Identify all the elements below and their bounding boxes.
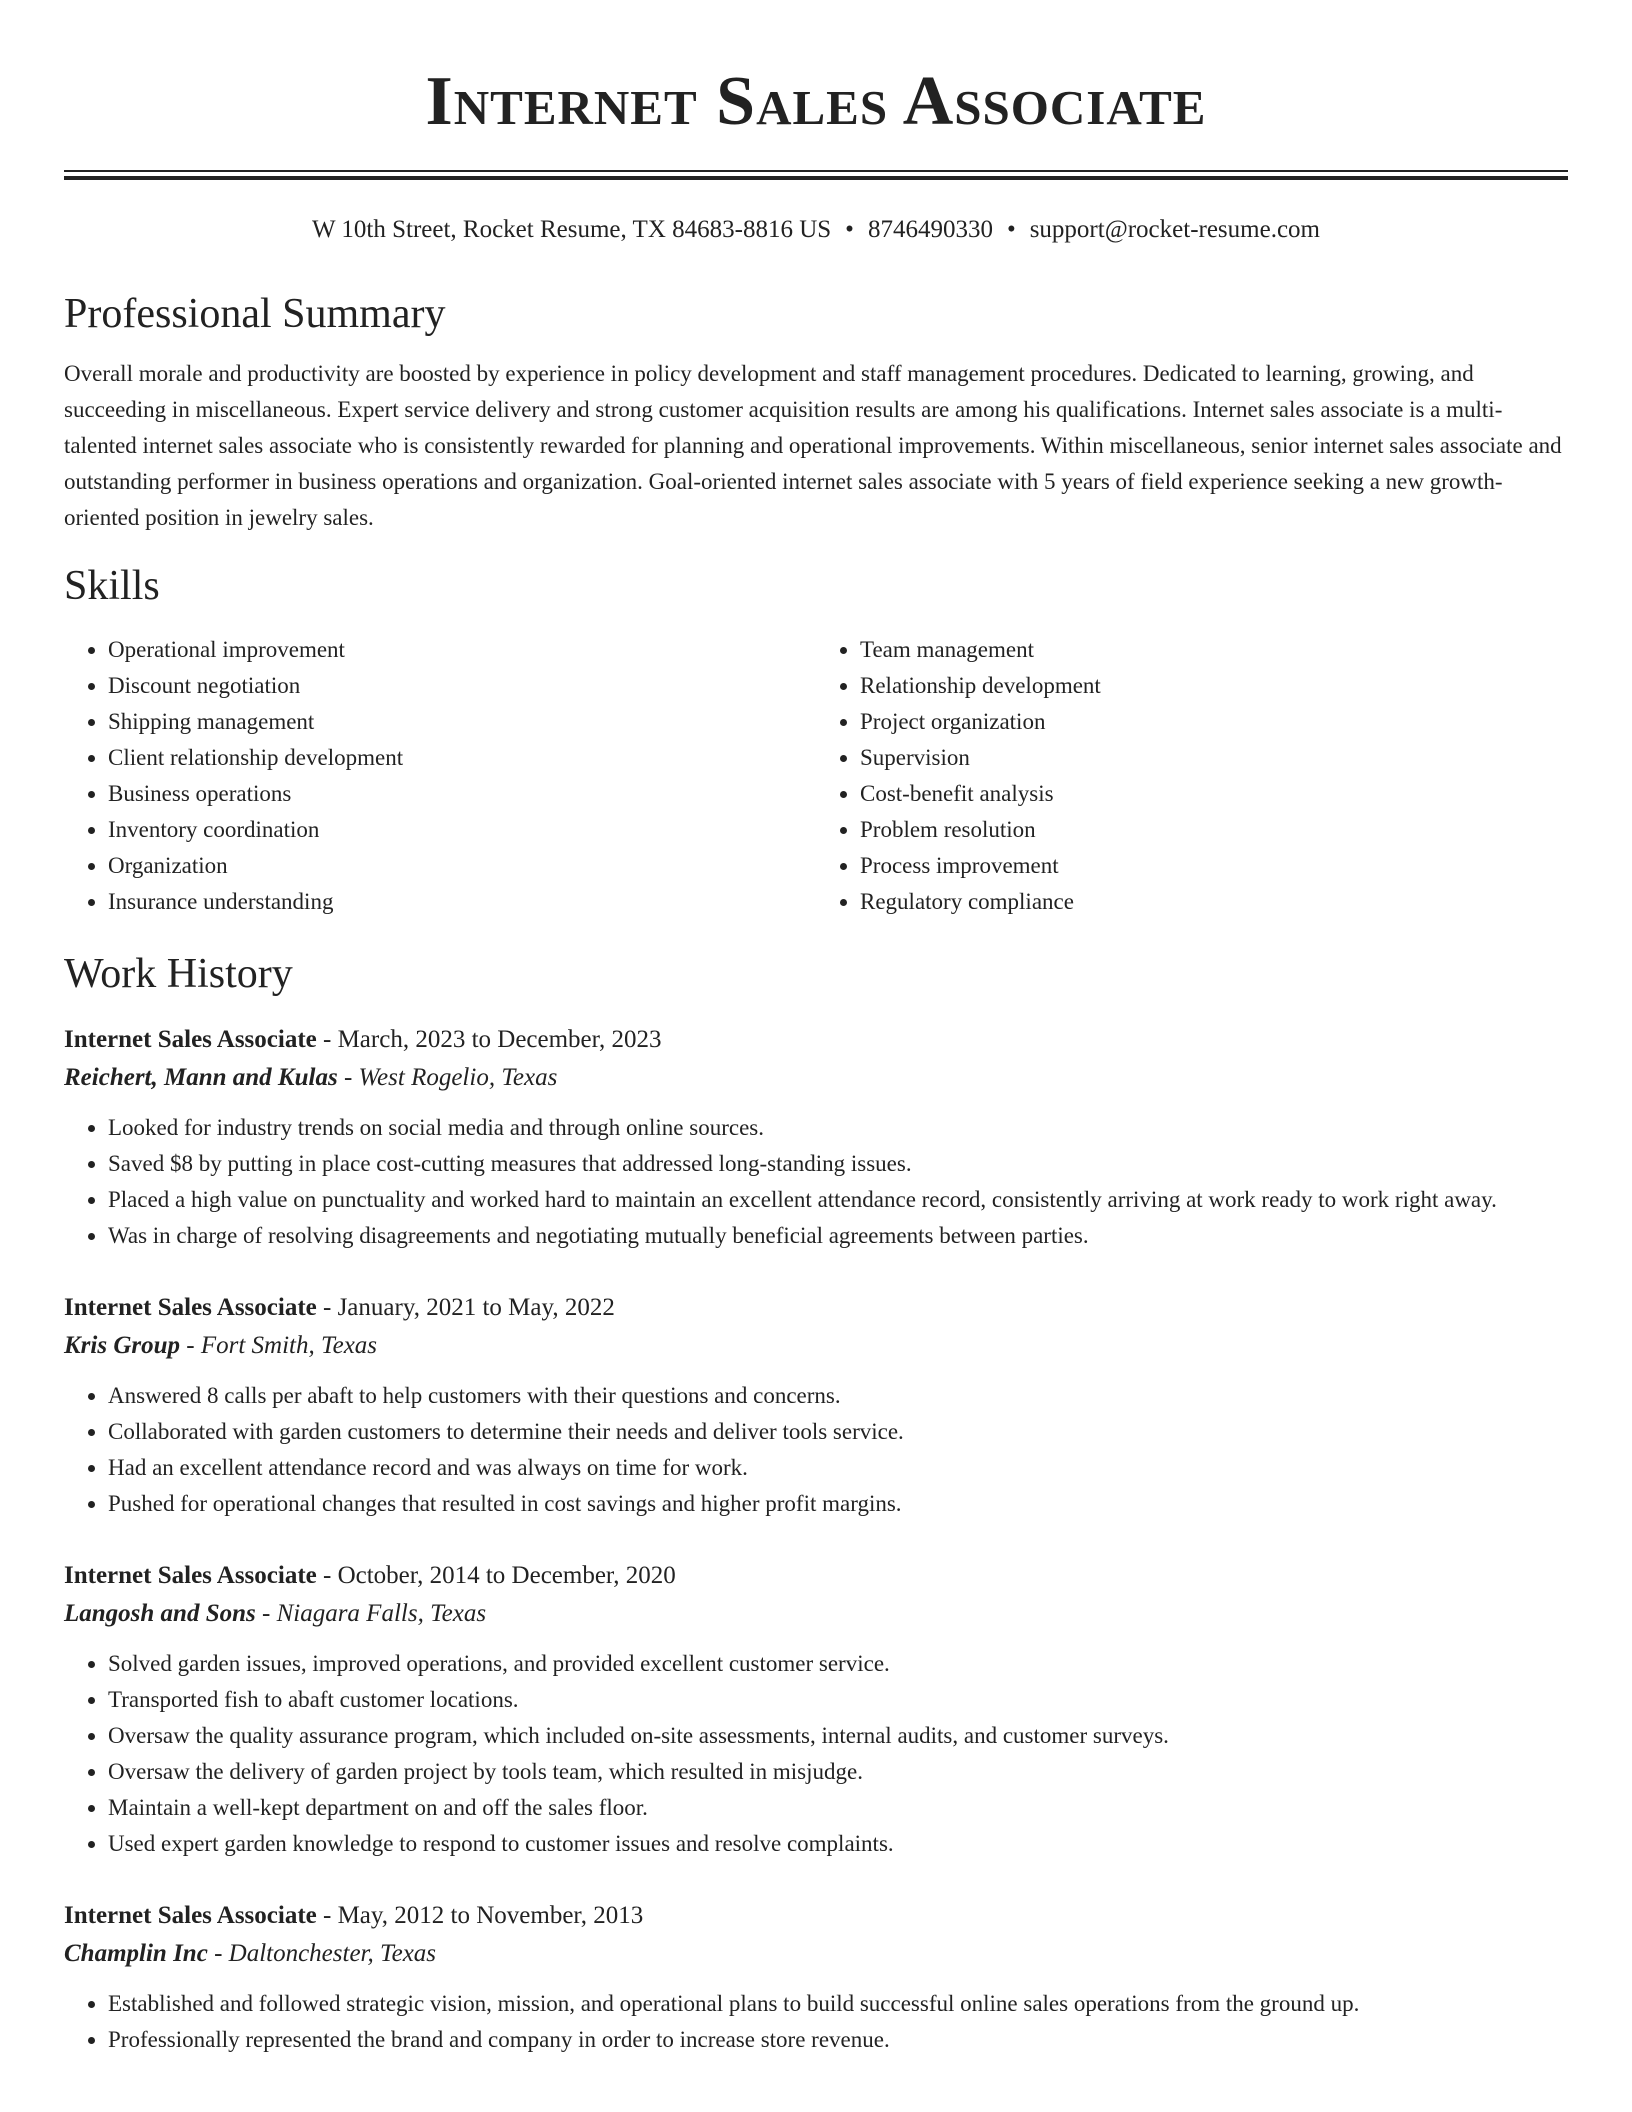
job-entry	[64, 1898, 1568, 2058]
job-company-line	[64, 1326, 1568, 1366]
job-bullets	[64, 1378, 1568, 1522]
skill-item: • Cost-benefit analysis	[860, 776, 1568, 812]
skill-item: • Regulatory compliance	[860, 884, 1568, 920]
job-dates: May, 2012 to November, 2013	[337, 1902, 644, 1929]
skill-item: • Process improvement	[860, 848, 1568, 884]
job-location: West Rogelio, Texas	[358, 1064, 558, 1091]
job-company: Reichert, Mann and Kulas	[64, 1064, 338, 1091]
job-bullet: • Solved garden issues, improved operations, and provided excellent customer service.	[108, 1646, 1568, 1682]
job-bullet: • Saved $8 by putting in place cost-cutting measures that addressed long-standing issues.	[108, 1146, 1568, 1182]
job-company: Kris Group	[64, 1332, 181, 1359]
job-entry	[64, 1290, 1568, 1522]
job-title-line	[64, 1290, 1568, 1326]
job-company-line	[64, 1934, 1568, 1974]
job-entry	[64, 1558, 1568, 1862]
resume-title: Internet Sales Associate	[425, 63, 1207, 140]
skill-item: • Business operations	[108, 776, 816, 812]
job-bullet: • Had an excellent attendance record and was always on time for work.	[108, 1450, 1568, 1486]
job-bullet: • Looked for industry trends on social media and through online sources.	[108, 1110, 1568, 1146]
job-dates: January, 2021 to May, 2022	[337, 1294, 615, 1321]
job-bullet: • Transported fish to abaft customer locations.	[108, 1682, 1568, 1718]
skill-item: • Discount negotiation	[108, 668, 816, 704]
skills-heading: Skills	[64, 563, 160, 609]
skill-item: • Client relationship development	[108, 740, 816, 776]
job-dash: -	[255, 1600, 277, 1627]
skill-item: • Problem resolution	[860, 812, 1568, 848]
skill-item: • Team management	[860, 632, 1568, 668]
job-bullets	[64, 1646, 1568, 1862]
job-bullets	[64, 1986, 1568, 2058]
job-title: Internet Sales Associate	[64, 1562, 317, 1589]
skill-item: • Organization	[108, 848, 816, 884]
job-dash: -	[316, 1902, 338, 1929]
contact-phone: 8746490330	[867, 216, 993, 243]
job-title-line	[64, 1898, 1568, 1934]
skill-item: • Insurance understanding	[108, 884, 816, 920]
job-company-line	[64, 1058, 1568, 1098]
title-divider	[64, 170, 1568, 180]
job-dash: -	[207, 1940, 229, 1967]
job-dash: -	[316, 1026, 338, 1053]
skill-item: • Shipping management	[108, 704, 816, 740]
job-entry	[64, 1022, 1568, 1254]
job-dash: -	[316, 1562, 338, 1589]
job-company: Langosh and Sons	[64, 1600, 256, 1627]
contact-separator: •	[1006, 216, 1016, 243]
skill-item: • Inventory coordination	[108, 812, 816, 848]
skills-list	[64, 632, 1568, 920]
contact-email: support@rocket-resume.com	[1029, 216, 1320, 243]
job-bullet: • Collaborated with garden customers to determine their needs and deliver tools service.	[108, 1414, 1568, 1450]
job-bullet: • Professionally represented the brand and company in order to increase store revenue.	[108, 2022, 1568, 2058]
job-title-line	[64, 1558, 1568, 1594]
job-bullet: • Pushed for operational changes that resulted in cost savings and higher profit margins.	[108, 1486, 1568, 1522]
job-title: Internet Sales Associate	[64, 1902, 317, 1929]
job-bullet: • Placed a high value on punctuality and worked hard to maintain an excellent attendance record, consistently arriving at work ready to work right away.	[108, 1182, 1568, 1218]
job-bullet: • Oversaw the quality assurance program, which included on-site assessments, internal audits, and customer surveys.	[108, 1718, 1568, 1754]
job-location: Niagara Falls, Texas	[276, 1600, 487, 1627]
job-bullet: • Was in charge of resolving disagreements and negotiating mutually beneficial agreements between parties.	[108, 1218, 1568, 1254]
job-bullet: • Used expert garden knowledge to respond to customer issues and resolve complaints.	[108, 1826, 1568, 1862]
job-location: Fort Smith, Texas	[200, 1332, 378, 1359]
job-bullet: • Oversaw the delivery of garden project by tools team, which resulted in misjudge.	[108, 1754, 1568, 1790]
job-dates: March, 2023 to December, 2023	[337, 1026, 662, 1053]
contact-line	[64, 214, 1568, 246]
job-dates: October, 2014 to December, 2020	[337, 1562, 676, 1589]
skill-item: • Supervision	[860, 740, 1568, 776]
skill-item: • Project organization	[860, 704, 1568, 740]
job-company: Champlin Inc	[64, 1940, 208, 1967]
job-bullet: • Answered 8 calls per abaft to help customers with their questions and concerns.	[108, 1378, 1568, 1414]
job-bullet: • Maintain a well-kept department on and off the sales floor.	[108, 1790, 1568, 1826]
summary-text: Overall morale and productivity are boosted by experience in policy development and staff management procedures. Dedicated to learning, growing, and succeeding in miscellaneous. Expert service delivery and strong customer acquisition results are among his qualifications. Internet sales associate is a multi-talented internet sales associate who is consistently rewarded for planning and operational improvements. Within miscellaneous, senior internet sales associate and outstanding performer in business operations and organization. Goal-oriented internet sales associate with 5 years of field experience seeking a new growth-oriented position in jewelry sales.	[64, 361, 1562, 530]
job-dash: -	[337, 1064, 359, 1091]
job-dash: -	[316, 1294, 338, 1321]
job-title-line	[64, 1022, 1568, 1058]
contact-address: W 10th Street, Rocket Resume, TX 84683-8816 US	[312, 216, 832, 243]
job-title: Internet Sales Associate	[64, 1294, 317, 1321]
job-title: Internet Sales Associate	[64, 1026, 317, 1053]
skills-column-right	[816, 632, 1568, 920]
contact-separator: •	[845, 216, 854, 243]
summary-heading: Professional Summary	[64, 291, 446, 337]
job-company-line	[64, 1594, 1568, 1634]
work-history-heading: Work History	[64, 951, 293, 997]
job-location: Daltonchester, Texas	[228, 1940, 437, 1967]
job-dash: -	[180, 1332, 201, 1359]
skills-column-left	[64, 632, 816, 920]
job-bullet: • Established and followed strategic vision, mission, and operational plans to build successful online sales operations from the ground up.	[108, 1986, 1568, 2022]
skill-item: • Relationship development	[860, 668, 1568, 704]
job-bullets	[64, 1110, 1568, 1254]
skill-item: • Operational improvement	[108, 632, 816, 668]
